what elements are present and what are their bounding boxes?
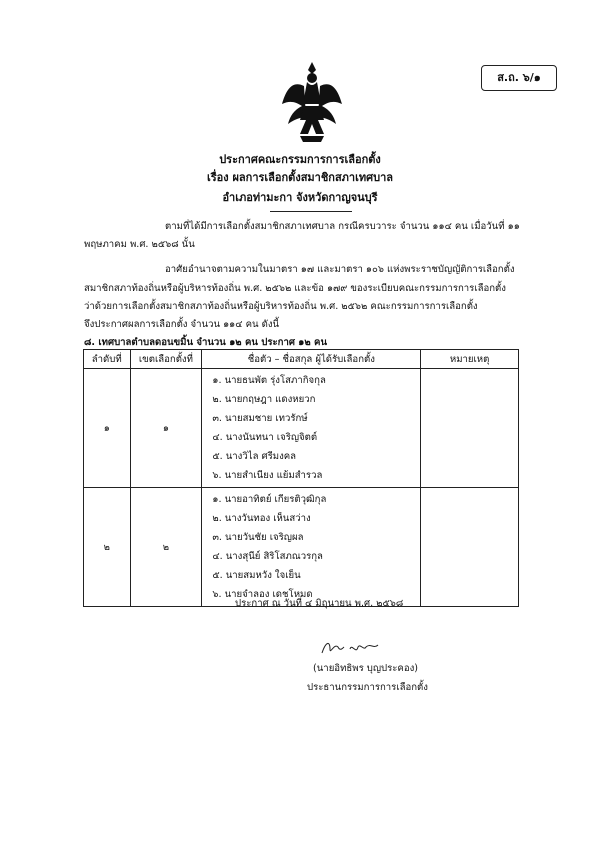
paragraph-2-line-4: จึงประกาศผลการเลือกตั้ง จำนวน ๑๑๔ คน ดังนี้ [84,319,280,330]
row-names [202,488,421,607]
announcement-title: ประกาศคณะกรรมการการเลือกตั้ง [219,153,381,166]
signer-title: ประธานกรรมการการเลือกตั้ง [307,682,428,693]
header-district: เขตเลือกตั้งที่ [130,350,202,369]
announce-date: ประกาศ ณ วันที่ ๔ มิถุนายน พ.ศ. ๒๕๖๘ [235,598,404,609]
paragraph-1-line-2: พฤษภาคม พ.ศ. ๒๕๖๘ นั้น [84,239,195,250]
row-district: ๒ [130,488,202,607]
elected-name: ๓. นายสมชาย เทวรักษ์ [212,413,308,424]
header-order: ลำดับที่ [84,350,131,369]
signature-icon [320,637,380,659]
paragraph-2-line-3: ว่าด้วยการเลือกตั้งสมาชิกสภาท้องถิ่นหรือผู้บริหารท้องถิ่น พ.ศ. ๒๕๖๒ คณะกรรมการการเลือกตั้ง [84,301,478,312]
table-header-row [84,350,519,369]
table-row [84,488,519,607]
header-note: หมายเหตุ [421,350,519,369]
announcement-location: อำเภอท่ามะกา จังหวัดกาญจนบุรี [222,191,378,204]
elected-name: ๖. นายสำเนียง แย้มสำรวล [212,470,323,481]
announcement-subject: เรื่อง ผลการเลือกตั้งสมาชิกสภาเทศบาล [207,171,393,184]
paragraph-2-line-1: อาศัยอำนาจตามความในมาตรา ๑๗ และมาตรา ๑๐๖ แห่งพระราชบัญญัติการเลือกตั้ง [165,264,515,275]
row-note [421,488,519,607]
row-names [202,369,421,488]
form-code-badge: ส.ถ. ๖/๑ [481,65,557,91]
elected-name: ๖. นายจำลอง เดชโหมด [212,589,313,600]
results-table [83,349,519,607]
elected-name: ๓. นายวันชัย เจริญผล [212,532,304,543]
elected-name: ๕. นายสมหวัง ใจเย็น [212,570,301,581]
row-order: ๒ [84,488,131,607]
elected-name: ๔. นางสุนีย์ สิริโสภณวรกุล [212,551,323,562]
row-order: ๑ [84,369,131,488]
signer-name: (นายอิทธิพร บุญประคอง) [313,663,419,674]
elected-name: ๑. นายธนพัต รุ่งโสภากิจกุล [212,375,326,386]
paragraph-1-line-1: ตามที่ได้มีการเลือกตั้งสมาชิกสภาเทศบาล กรณีครบวาระ จำนวน ๑๑๔ คน เมื่อวันที่ ๑๑ [165,221,520,232]
elected-name: ๕. นางวิไล ศรีมงคล [212,451,297,462]
section-title: ๘. เทศบาลตำบลดอนขมิ้น จำนวน ๑๒ คน ประกาศ ๑๒ คน [84,337,328,348]
row-note [421,369,519,488]
garuda-emblem-icon [282,60,342,144]
paragraph-2-line-2: สมาชิกสภาท้องถิ่นหรือผู้บริหารท้องถิ่น พ.ศ. ๒๕๖๒ และข้อ ๑๗๙ ของระเบียบคณะกรรมการการเลือกตั้ง [84,283,506,294]
elected-name: ๑. นายอาทิตย์ เกียรติวุฒิกุล [212,494,327,505]
header-names: ชื่อตัว – ชื่อสกุล ผู้ได้รับเลือกตั้ง [202,350,421,369]
table-row [84,369,519,488]
elected-name: ๔. นางนันทนา เจริญจิตต์ [212,432,318,443]
title-divider [270,211,352,212]
row-district: ๑ [130,369,202,488]
elected-name: ๒. นายกฤษฎา แดงหยวก [212,394,316,405]
elected-name: ๒. นางวันทอง เห็นสว่าง [212,513,311,524]
